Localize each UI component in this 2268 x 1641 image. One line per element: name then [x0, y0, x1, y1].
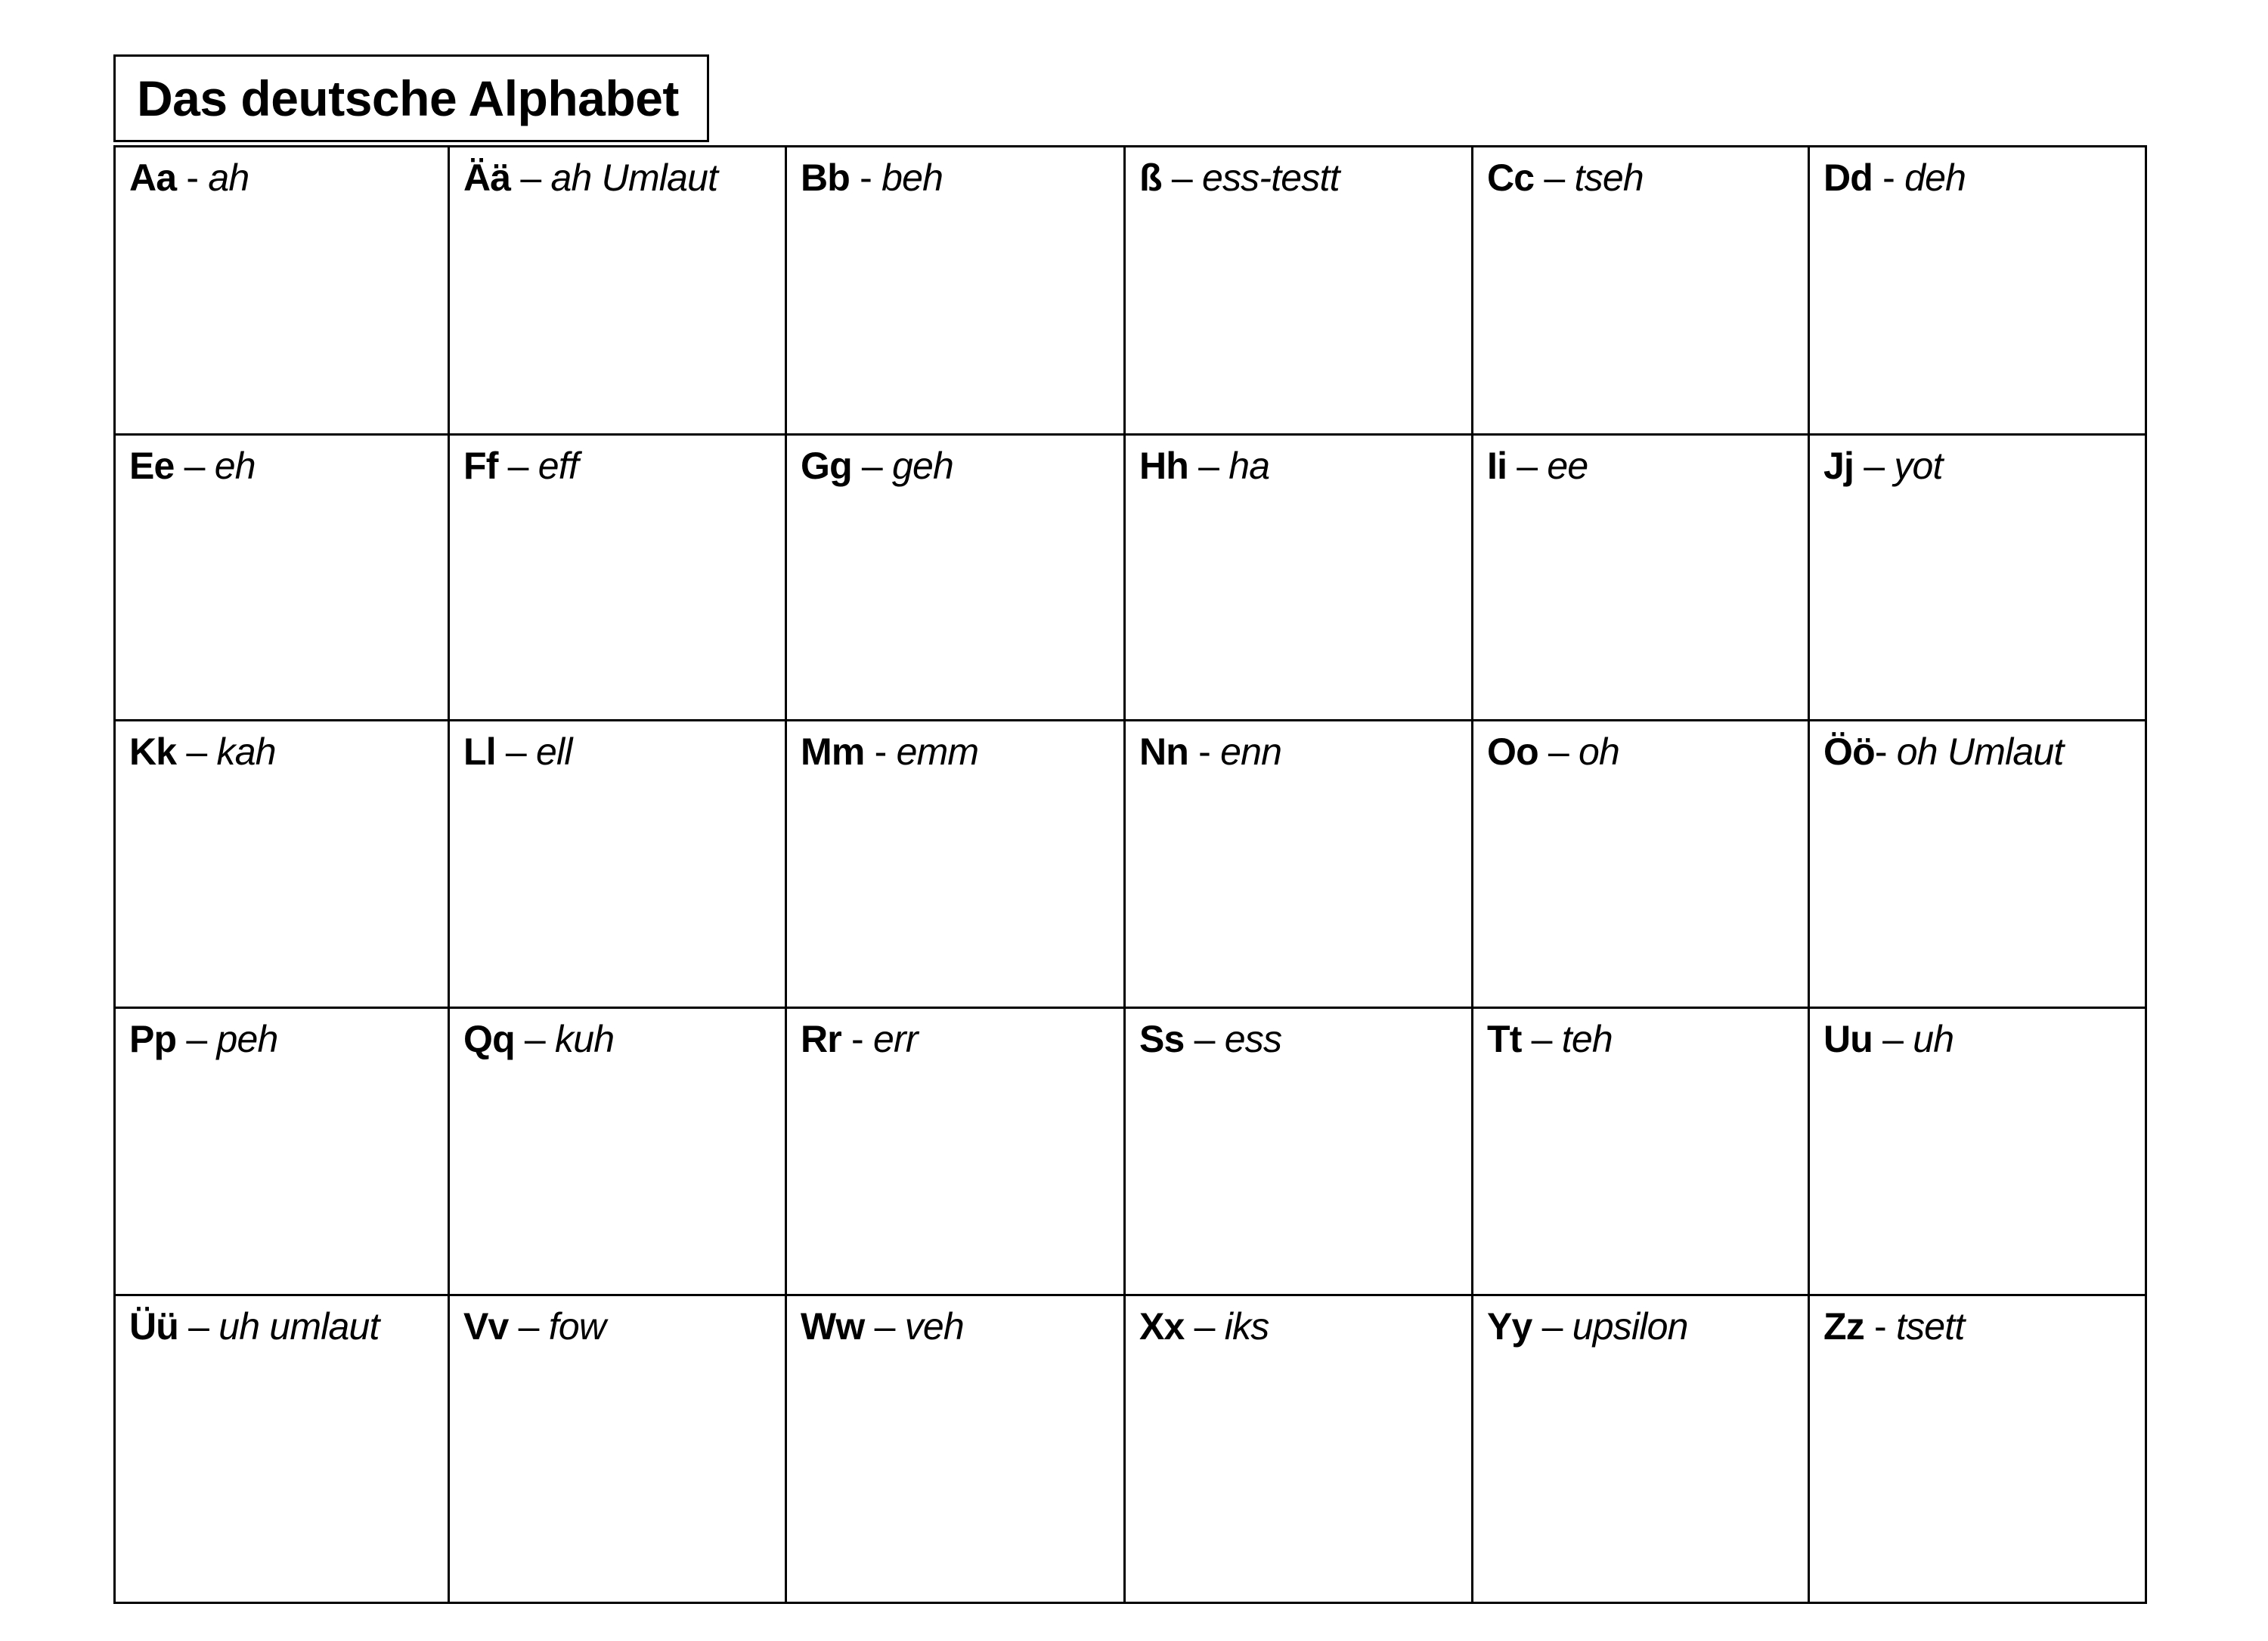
- letter-entry: [463, 157, 717, 199]
- pronunciation: err: [873, 1018, 918, 1060]
- pronunciation: ha: [1228, 445, 1270, 487]
- separator: –: [497, 445, 538, 487]
- alphabet-cell: [786, 435, 1125, 721]
- letter-entry: [1487, 1305, 1688, 1348]
- letter-entry: [463, 731, 572, 773]
- separator: –: [1507, 445, 1548, 487]
- alphabet-cell: [1809, 147, 2146, 435]
- pronunciation: teh: [1561, 1018, 1613, 1060]
- alphabet-cell: [786, 721, 1125, 1008]
- alphabet-cell: [115, 147, 449, 435]
- letter-pair: Ss: [1139, 1018, 1185, 1060]
- table-row: [115, 147, 2146, 435]
- pronunciation: kah: [216, 731, 276, 773]
- letter-entry: [1139, 1018, 1281, 1060]
- letter-pair: Mm: [801, 731, 865, 773]
- alphabet-cell: [1125, 147, 1473, 435]
- pronunciation: tseh: [1574, 157, 1644, 199]
- table-row: [115, 1008, 2146, 1295]
- letter-pair: Gg: [801, 445, 852, 487]
- alphabet-cell: [1125, 435, 1473, 721]
- alphabet-cell: [1809, 1008, 2146, 1295]
- letter-entry: [1487, 731, 1619, 773]
- pronunciation: upsilon: [1572, 1305, 1688, 1348]
- alphabet-cell: [1809, 1295, 2146, 1603]
- alphabet-cell: [1809, 435, 2146, 721]
- alphabet-cell: [1473, 435, 1809, 721]
- separator: –: [1184, 1305, 1225, 1348]
- pronunciation: ah Umlaut: [550, 157, 718, 199]
- pronunciation: ah: [208, 157, 249, 199]
- pronunciation: ess: [1224, 1018, 1282, 1060]
- pronunciation: iks: [1224, 1305, 1269, 1348]
- separator: –: [178, 1305, 219, 1348]
- separator: –: [176, 731, 217, 773]
- page-title: Das deutsche Alphabet: [137, 70, 679, 126]
- alphabet-cell: [786, 147, 1125, 435]
- alphabet-cell: [449, 1295, 786, 1603]
- pronunciation: beh: [881, 157, 943, 199]
- separator: –: [510, 157, 551, 199]
- pronunciation: emm: [896, 731, 979, 773]
- letter-pair: Ee: [129, 445, 175, 487]
- letter-pair: Hh: [1139, 445, 1189, 487]
- letter-pair: Kk: [129, 731, 177, 773]
- title-box: [113, 54, 709, 142]
- letter-pair: Ää: [463, 157, 511, 199]
- pronunciation: oh: [1579, 731, 1620, 773]
- alphabet-cell: [115, 1008, 449, 1295]
- pronunciation: fow: [548, 1305, 606, 1348]
- letter-entry: [1823, 445, 1943, 487]
- letter-pair: Cc: [1487, 157, 1535, 199]
- letter-pair: Pp: [129, 1018, 177, 1060]
- alphabet-cell: [1125, 1008, 1473, 1295]
- letter-entry: [801, 1018, 918, 1060]
- letter-entry: [1823, 1305, 1964, 1348]
- letter-entry: [463, 445, 578, 487]
- letter-pair: Qq: [463, 1018, 515, 1060]
- letter-entry: [129, 1305, 380, 1348]
- letter-pair: Ww: [801, 1305, 865, 1348]
- separator: –: [1873, 1018, 1913, 1060]
- separator: –: [864, 1305, 905, 1348]
- separator: -: [1188, 731, 1221, 773]
- table-row: [115, 721, 2146, 1008]
- letter-entry: [801, 157, 943, 199]
- pronunciation: deh: [1904, 157, 1966, 199]
- pronunciation: ell: [536, 731, 572, 773]
- letter-entry: [129, 157, 249, 199]
- pronunciation: peh: [216, 1018, 278, 1060]
- letter-entry: [1823, 157, 1966, 199]
- pronunciation: geh: [892, 445, 954, 487]
- separator: –: [495, 731, 537, 773]
- pronunciation: uh umlaut: [218, 1305, 380, 1348]
- letter-pair: Yy: [1487, 1305, 1532, 1348]
- letter-pair: Zz: [1823, 1305, 1864, 1348]
- separator: –: [1188, 445, 1229, 487]
- pronunciation: kuh: [555, 1018, 615, 1060]
- pronunciation: eff: [538, 445, 578, 487]
- letter-pair: Dd: [1823, 157, 1873, 199]
- separator: –: [1534, 157, 1575, 199]
- separator: -: [850, 157, 882, 199]
- letter-pair: Vv: [463, 1305, 509, 1348]
- letter-pair: Aa: [129, 157, 177, 199]
- separator: –: [1538, 731, 1579, 773]
- separator: -: [1873, 157, 1905, 199]
- separator: -: [841, 1018, 874, 1060]
- separator: –: [1532, 1305, 1572, 1348]
- letter-entry: [801, 731, 978, 773]
- separator: –: [1184, 1018, 1225, 1060]
- letter-pair: Uu: [1823, 1018, 1873, 1060]
- alphabet-cell: [1473, 1008, 1809, 1295]
- alphabet-cell: [115, 1295, 449, 1603]
- separator: –: [176, 1018, 217, 1060]
- alphabet-cell: [1125, 1295, 1473, 1603]
- separator: –: [514, 1018, 556, 1060]
- alphabet-cell: [449, 1008, 786, 1295]
- letter-entry: [1139, 157, 1340, 199]
- letter-entry: [801, 1305, 964, 1348]
- alphabet-cell: [1473, 1295, 1809, 1603]
- separator: -: [864, 731, 897, 773]
- pronunciation: yot: [1894, 445, 1943, 487]
- letter-pair: ß: [1139, 157, 1162, 199]
- letter-pair: Üü: [129, 1305, 179, 1348]
- letter-pair: Oo: [1487, 731, 1538, 773]
- letter-pair: Tt: [1487, 1018, 1522, 1060]
- alphabet-cell: [1473, 147, 1809, 435]
- pronunciation: tsett: [1896, 1305, 1965, 1348]
- separator: –: [508, 1305, 549, 1348]
- separator: -: [176, 157, 209, 199]
- separator: –: [1161, 157, 1202, 199]
- separator: –: [1521, 1018, 1562, 1060]
- pronunciation: uh: [1913, 1018, 1954, 1060]
- letter-entry: [1139, 1305, 1269, 1348]
- letter-entry: [129, 731, 276, 773]
- letter-pair: Xx: [1139, 1305, 1185, 1348]
- pronunciation: enn: [1220, 731, 1282, 773]
- letter-pair: Nn: [1139, 731, 1189, 773]
- letter-entry: [1487, 1018, 1613, 1060]
- letter-pair: Öö: [1823, 731, 1875, 773]
- alphabet-cell: [1809, 721, 2146, 1008]
- letter-pair: Ff: [463, 445, 498, 487]
- alphabet-cell: [786, 1008, 1125, 1295]
- alphabet-table: [113, 145, 2147, 1604]
- separator: -: [1874, 731, 1897, 773]
- separator: –: [174, 445, 215, 487]
- alphabet-cell: [1125, 721, 1473, 1008]
- letter-entry: [1487, 445, 1588, 487]
- table-row: [115, 1295, 2146, 1603]
- pronunciation: oh Umlaut: [1896, 731, 2064, 773]
- letter-pair: Ii: [1487, 445, 1507, 487]
- letter-pair: Rr: [801, 1018, 841, 1060]
- alphabet-cell: [449, 147, 786, 435]
- alphabet-cell: [115, 721, 449, 1008]
- letter-entry: [1139, 731, 1281, 773]
- alphabet-cell: [1473, 721, 1809, 1008]
- letter-pair: Bb: [801, 157, 850, 199]
- pronunciation: ess-testt: [1201, 157, 1340, 199]
- letter-pair: Jj: [1823, 445, 1854, 487]
- letter-pair: Ll: [463, 731, 496, 773]
- letter-entry: [129, 1018, 278, 1060]
- letter-entry: [463, 1018, 614, 1060]
- table-row: [115, 435, 2146, 721]
- letter-entry: [129, 445, 256, 487]
- pronunciation: eh: [214, 445, 256, 487]
- separator: –: [1854, 445, 1895, 487]
- letter-entry: [1139, 445, 1269, 487]
- separator: -: [1864, 1305, 1896, 1348]
- alphabet-cell: [449, 435, 786, 721]
- pronunciation: veh: [904, 1305, 964, 1348]
- separator: –: [851, 445, 893, 487]
- pronunciation: ee: [1547, 445, 1588, 487]
- letter-entry: [1823, 1018, 1954, 1060]
- letter-entry: [1487, 157, 1644, 199]
- letter-entry: [463, 1305, 606, 1348]
- alphabet-cell: [786, 1295, 1125, 1603]
- letter-entry: [1823, 731, 2063, 773]
- alphabet-cell: [115, 435, 449, 721]
- letter-entry: [801, 445, 953, 487]
- alphabet-cell: [449, 721, 786, 1008]
